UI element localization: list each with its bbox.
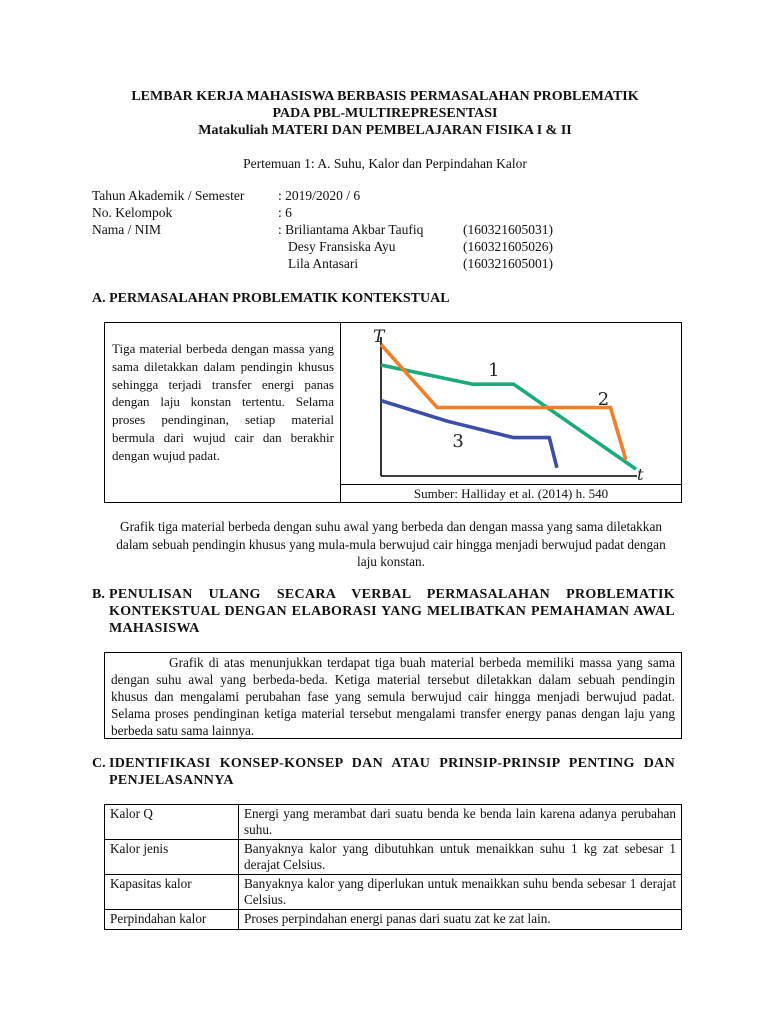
member-nim-3: (160321605001) — [463, 256, 553, 271]
member-name-2: Desy Fransiska Ayu — [288, 239, 396, 254]
chart-caption: Grafik tiga material berbeda dengan suhu awal yang berbeda dan dengan massa yang sama diletakkan dalam sebuah pendingin khusus yang mula-mula berwujud cair hingga menjadi berwujud padat dengan laju konstan. — [116, 519, 666, 569]
series-line-3 — [381, 401, 557, 468]
info-label-group: No. Kelompok — [92, 205, 173, 220]
meeting-title: Pertemuan 1: A. Suhu, Kalor dan Perpindahan Kalor — [243, 156, 527, 171]
y-axis-label: T — [373, 327, 385, 347]
concept-term: Kalor Q — [105, 805, 239, 840]
concept-term: Perpindahan kalor — [105, 910, 239, 930]
concept-term: Kapasitas kalor — [105, 875, 239, 910]
x-axis-label: t — [637, 465, 644, 484]
concept-definition: Energi yang merambat dari suatu benda ke benda lain karena adanya perubahan suhu. — [239, 805, 682, 840]
info-value-academic-year: : 2019/2020 / 6 — [278, 188, 361, 203]
section-b-heading-text: PENULISAN ULANG SECARA VERBAL PERMASALAHAN PROBLEMATIK KONTEKSTUAL DENGAN ELABORASI YANG MELIBATKAN PEMAHAMAN AWAL MAHASISWA — [109, 587, 675, 636]
member-name-3: Lila Antasari — [288, 256, 359, 271]
concept-definition: Banyaknya kalor yang diperlukan untuk menaikkan suhu benda sebesar 1 derajat Celsius. — [239, 875, 682, 910]
series-line-2 — [381, 345, 626, 460]
info-label-academic-year: Tahun Akademik / Semester — [92, 188, 245, 203]
table-row — [105, 805, 682, 840]
doc-title-line-2: PADA PBL-MULTIREPRESENTASI — [272, 106, 498, 121]
problem-text: Tiga material berbeda dengan massa yang sama diletakkan dalam pendingin khusus sehingga terjadi transfer energi panas dengan laju konstan tertentu. Selama proses pendinginan, setiap material bermula dari wujud cair dan berakhir dengan wujud padat. — [112, 341, 334, 463]
concept-term: Kalor jenis — [105, 840, 239, 875]
series-label-1: 1 — [488, 359, 500, 381]
member-name-1: : Briliantama Akbar Taufiq — [278, 222, 424, 237]
section-b-box — [104, 652, 682, 739]
section-a-heading: A. PERMASALAHAN PROBLEMATIK KONTEKSTUAL — [92, 291, 450, 306]
section-c-heading-text: IDENTIFIKASI KONSEP-KONSEP DAN ATAU PRINSIP-PRINSIP PENTING DAN PENJELASANNYA — [109, 756, 675, 788]
section-b-letter: B. — [92, 587, 105, 602]
info-value-group: : 6 — [278, 205, 292, 220]
member-nim-1: (160321605031) — [463, 222, 553, 237]
table-row — [105, 840, 682, 875]
table-row — [105, 910, 682, 930]
section-b-body: Grafik di atas menunjukkan terdapat tiga buah material berbeda memiliki massa yang sama dengan suhu awal yang berbeda-beda. Ketiga material tersebut diletakkan dalam sebuah pendingin khusus dan mengalami perubahan fase yang semula berwujud cair hingga menjadi berwujud padat. Selama proses pendinginan ketiga material tersebut mengalami transfer energy panas dengan laju yang berbeda satu sama lainnya. — [111, 655, 675, 738]
concept-definition: Proses perpindahan energi panas dari suatu zat ke zat lain. — [239, 910, 682, 930]
section-c-heading — [92, 755, 675, 791]
cooling-chart — [341, 323, 681, 484]
chart-source: Sumber: Halliday et al. (2014) h. 540 — [413, 486, 609, 501]
doc-title-line-3: Matakuliah MATERI DAN PEMBELAJARAN FISIKA I & II — [198, 123, 572, 138]
series-line-1 — [381, 365, 636, 469]
section-b-heading — [92, 586, 675, 638]
section-c-letter: C. — [92, 756, 106, 771]
concept-definition: Banyaknya kalor yang dibutuhkan untuk menaikkan suhu 1 kg zat sebesar 1 derajat Celsius. — [239, 840, 682, 875]
member-nim-2: (160321605026) — [463, 239, 553, 254]
series-label-2: 2 — [597, 388, 610, 410]
doc-title-line-1: LEMBAR KERJA MAHASISWA BERBASIS PERMASALAHAN PROBLEMATIK — [131, 89, 639, 104]
info-label-name: Nama / NIM — [92, 222, 161, 237]
concepts-table — [104, 804, 682, 930]
table-row — [105, 875, 682, 910]
series-label-3: 3 — [452, 431, 464, 453]
problem-box — [104, 322, 682, 503]
